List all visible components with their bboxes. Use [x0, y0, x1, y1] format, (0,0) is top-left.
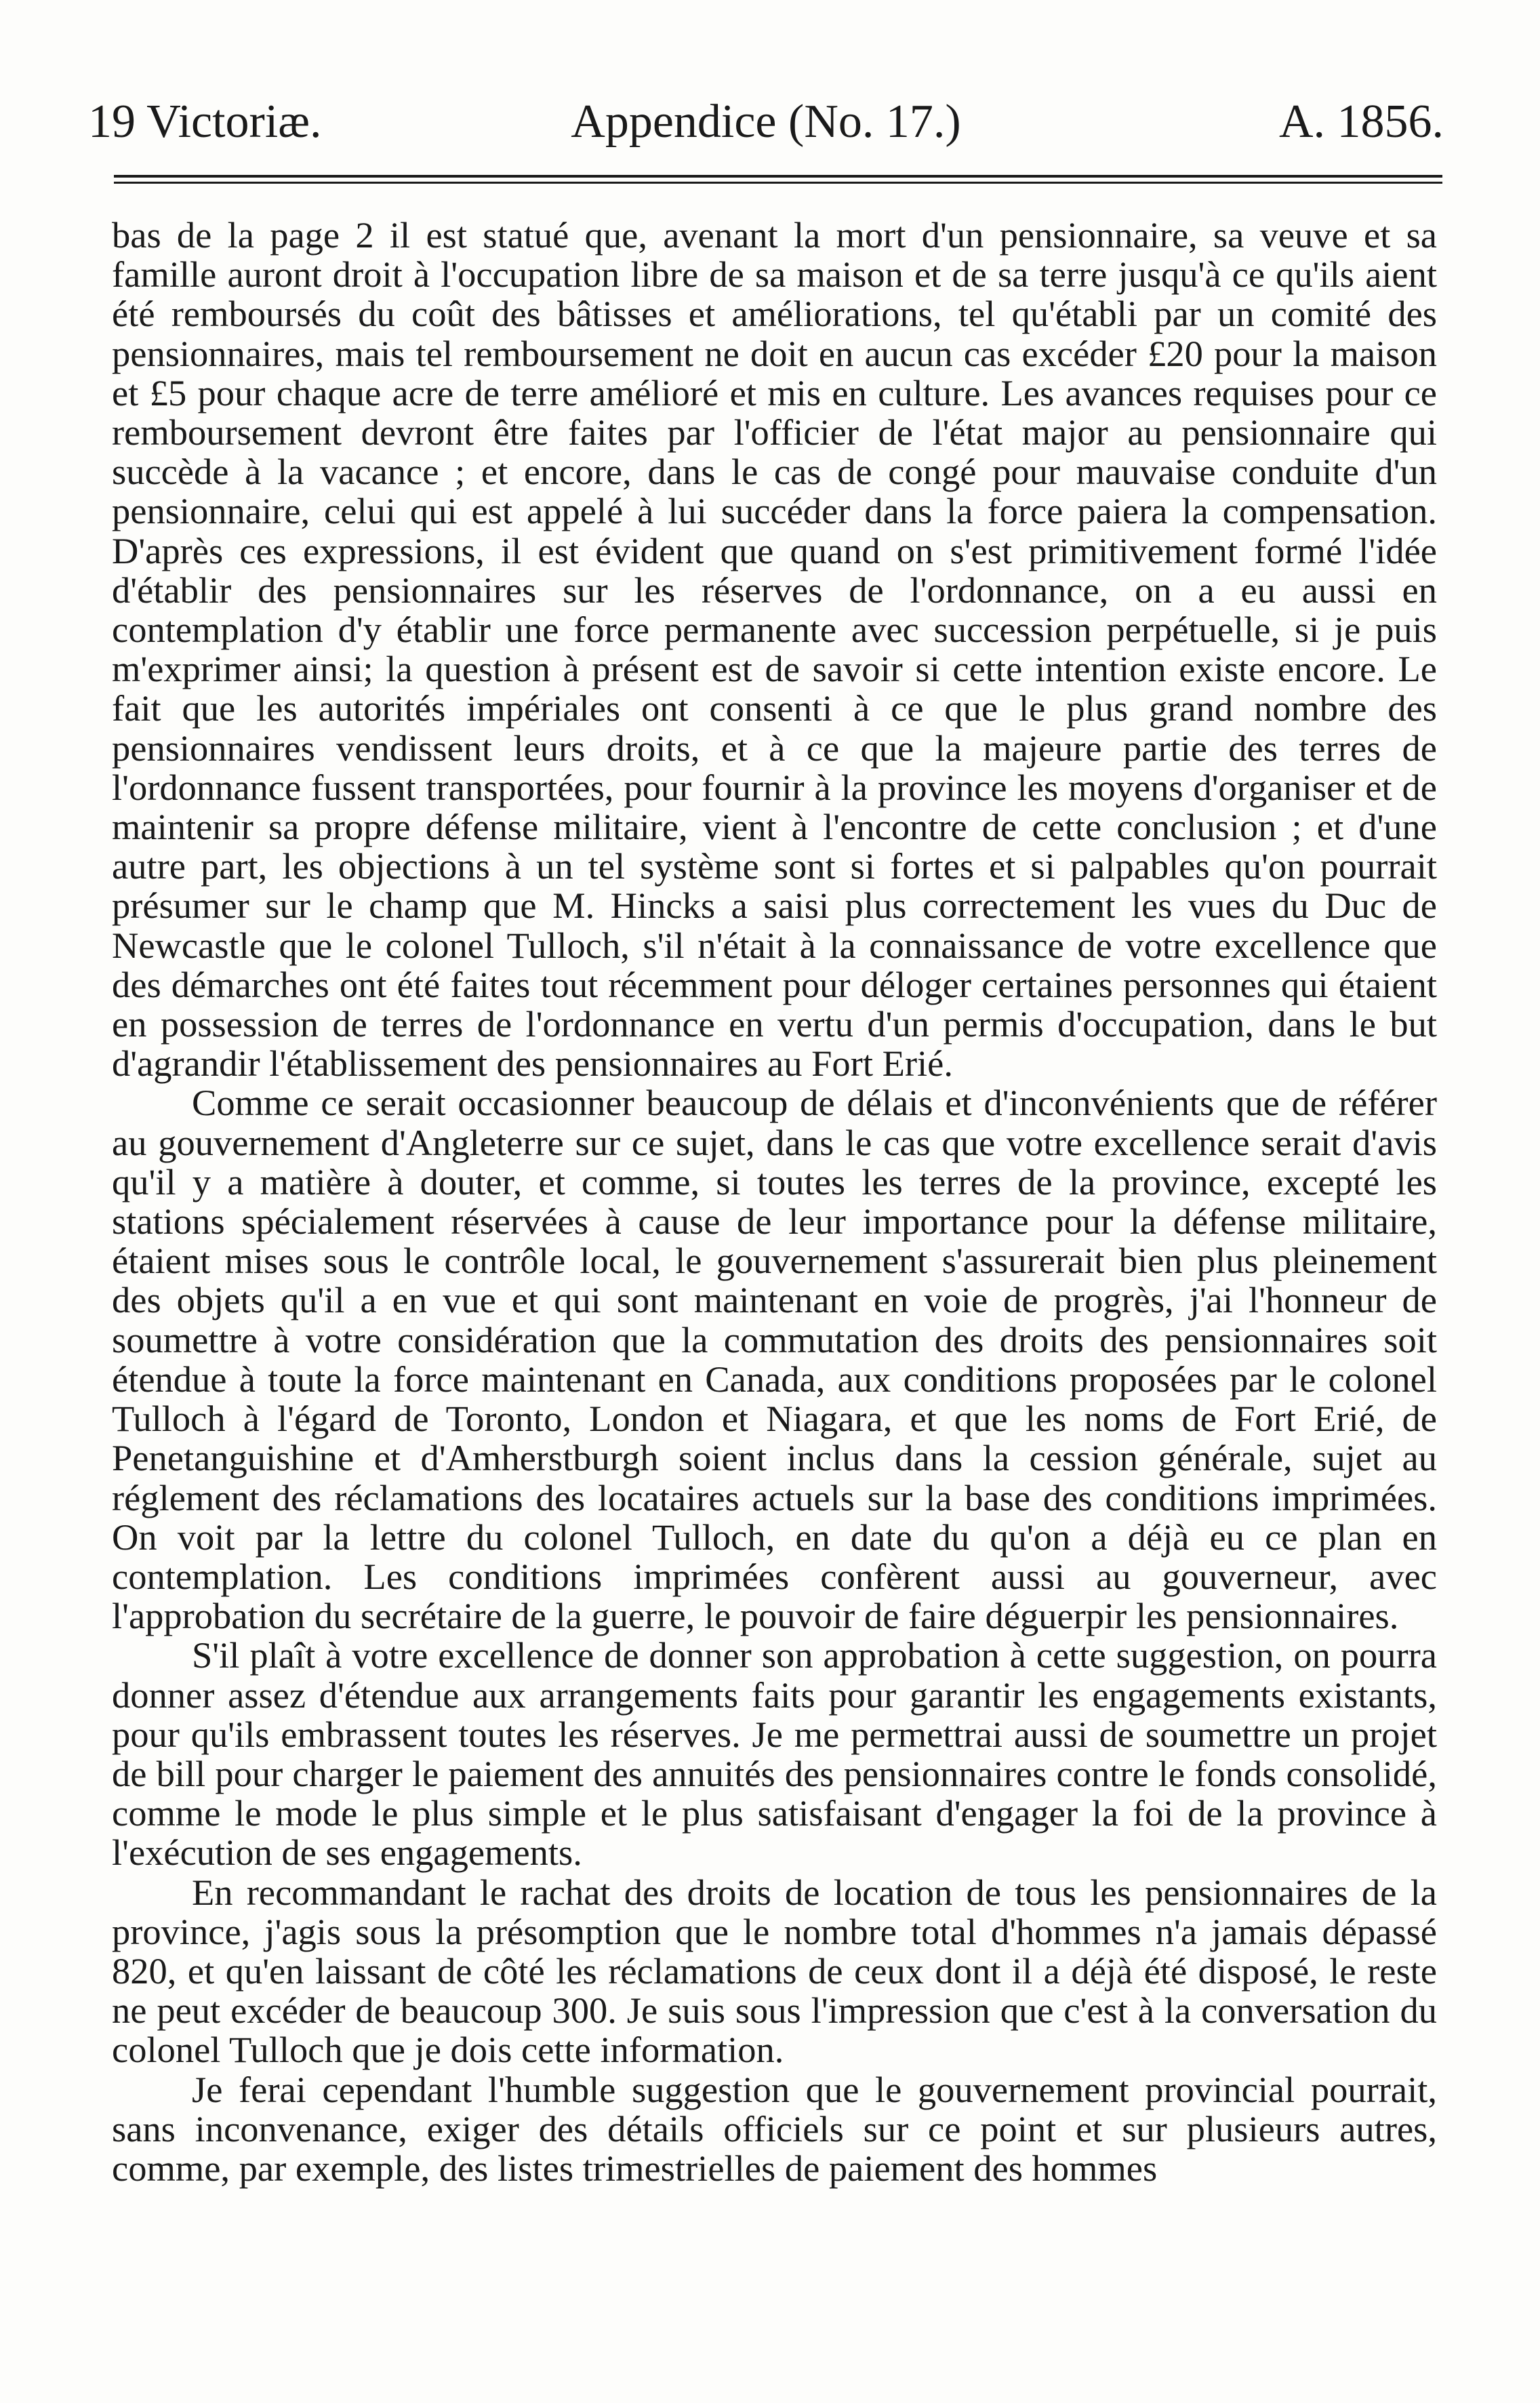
- header-session: 19 Victoriæ.: [88, 96, 322, 148]
- paragraph-5: Je ferai cependant l'humble suggestion que le gouvernement provincial pourrait, sans inconvenance, exiger des détails officiels sur ce point et sur plusieurs autres, comme, par exemple, des listes trimestrielles de paiement des hommes: [112, 2068, 1437, 2189]
- paragraph-2: Comme ce serait occasionner beaucoup de délais et d'inconvénients que de référer au gouvernement d'Angleterre sur ce sujet, dans le cas que votre excellence serait d'avis qu'il y a matière à douter, et comme, si toutes les terres de la province, excepté les stations spécialement réservées à cause de leur importance pour la défense militaire, étaient mises sous le contrôle local, le gouvernement s'assurerait bien plus pleinement des objets qu'il a en vue et qui sont maintenant en voie de progrès, j'ai l'honneur de soumettre à votre considération que la commutation des droits des pensionnaires soit étendue à toute la force maintenant en Canada, aux conditions proposées par le colonel Tulloch à l'égard de Toronto, London et Niagara, et que les noms de Fort Erié, de Penetanguishine et d'Amherstburgh soient inclus dans la cession générale, sujet au réglement des réclamations des locataires actuels sur la base des conditions imprimées. On voit par la lettre du colonel Tulloch, en date du qu'on a déjà eu ce plan en contemplation. Les conditions imprimées confèrent aussi au gouverneur, avec l'approbation du secrétaire de la guerre, le pouvoir de faire déguerpir les pensionnaires.: [112, 1082, 1437, 1637]
- paragraph-3: S'il plaît à votre excellence de donner son approbation à cette suggestion, on pourra donner assez d'étendue aux arrangements faits pour garantir les engagements existants, pour qu'ils embrassent toutes les réserves. Je me permettrai aussi de soumettre un projet de bill pour charger le paiement des annuités des pensionnaires contre le fonds consolidé, comme le mode le plus simple et le plus satisfaisant d'engager la foi de la province à l'exécution de ses engagements.: [112, 1634, 1437, 1874]
- paragraph-1: bas de la page 2 il est statué que, avenant la mort d'un pensionnaire, sa veuve et sa famille auront droit à l'occupation libre de sa maison et de sa terre jusqu'à ce qu'ils aient été remboursés du coût des bâtisses et améliorations, tel qu'établi par un comité des pensionnaires, mais tel remboursement ne doit en aucun cas excéder £20 pour la maison et £5 pour chaque acre de terre amélioré et mis en culture. Les avances requises pour ce remboursement devront être faites par l'officier de l'état major au pensionnaire qui succède à la vacance ; et encore, dans le cas de congé pour mauvaise conduite d'un pensionnaire, celui qui est appelé à lui succéder dans la force paiera la compensation. D'après ces expressions, il est évident que quand on s'est primitivement formé l'idée d'établir des pensionnaires sur les réserves de l'ordonnance, on a eu aussi en contemplation d'y établir une force permanente avec succession perpétuelle, si je puis m'exprimer ainsi; la question à présent est de savoir si cette intention existe encore. Le fait que les autorités impériales ont consenti à ce que le plus grand nombre des pensionnaires vendissent leurs droits, et à ce que la majeure partie des terres de l'ordonnance fussent transportées, pour fournir à la province les moyens d'organiser et de maintenir sa propre défense militaire, vient à l'encontre de cette conclusion ; et d'une autre part, les objections à un tel système sont si fortes et si palpables qu'on pourrait présumer sur le champ que M. Hincks a saisi plus correctement les vues du Duc de Newcastle que le colonel Tulloch, s'il n'était à la connaissance de votre excellence que des démarches ont été faites tout récemment pour déloger certaines personnes qui étaient en possession de terres de l'ordonnance en vertu d'un permis d'occupation, dans le but d'agrandir l'établissement des pensionnaires au Fort Erié.: [112, 214, 1437, 1085]
- body-text: [112, 216, 1437, 2188]
- running-header: [88, 92, 1444, 153]
- header-appendix-number: Appendice (No. 17.): [571, 96, 961, 148]
- header-rule-bottom: [114, 182, 1442, 184]
- header-year: A. 1856.: [1278, 96, 1444, 148]
- header-rule-top: [114, 175, 1442, 178]
- paragraph-4: En recommandant le rachat des droits de location de tous les pensionnaires de la province, j'agis sous la présomption que le nombre total d'hommes n'a jamais dépassé 820, et qu'en laissant de côté les réclamations de ceux dont il a déjà été disposé, le reste ne peut excéder de beaucoup 300. Je suis sous l'impression que c'est à la conversation du colonel Tulloch que je dois cette information.: [112, 1871, 1437, 2071]
